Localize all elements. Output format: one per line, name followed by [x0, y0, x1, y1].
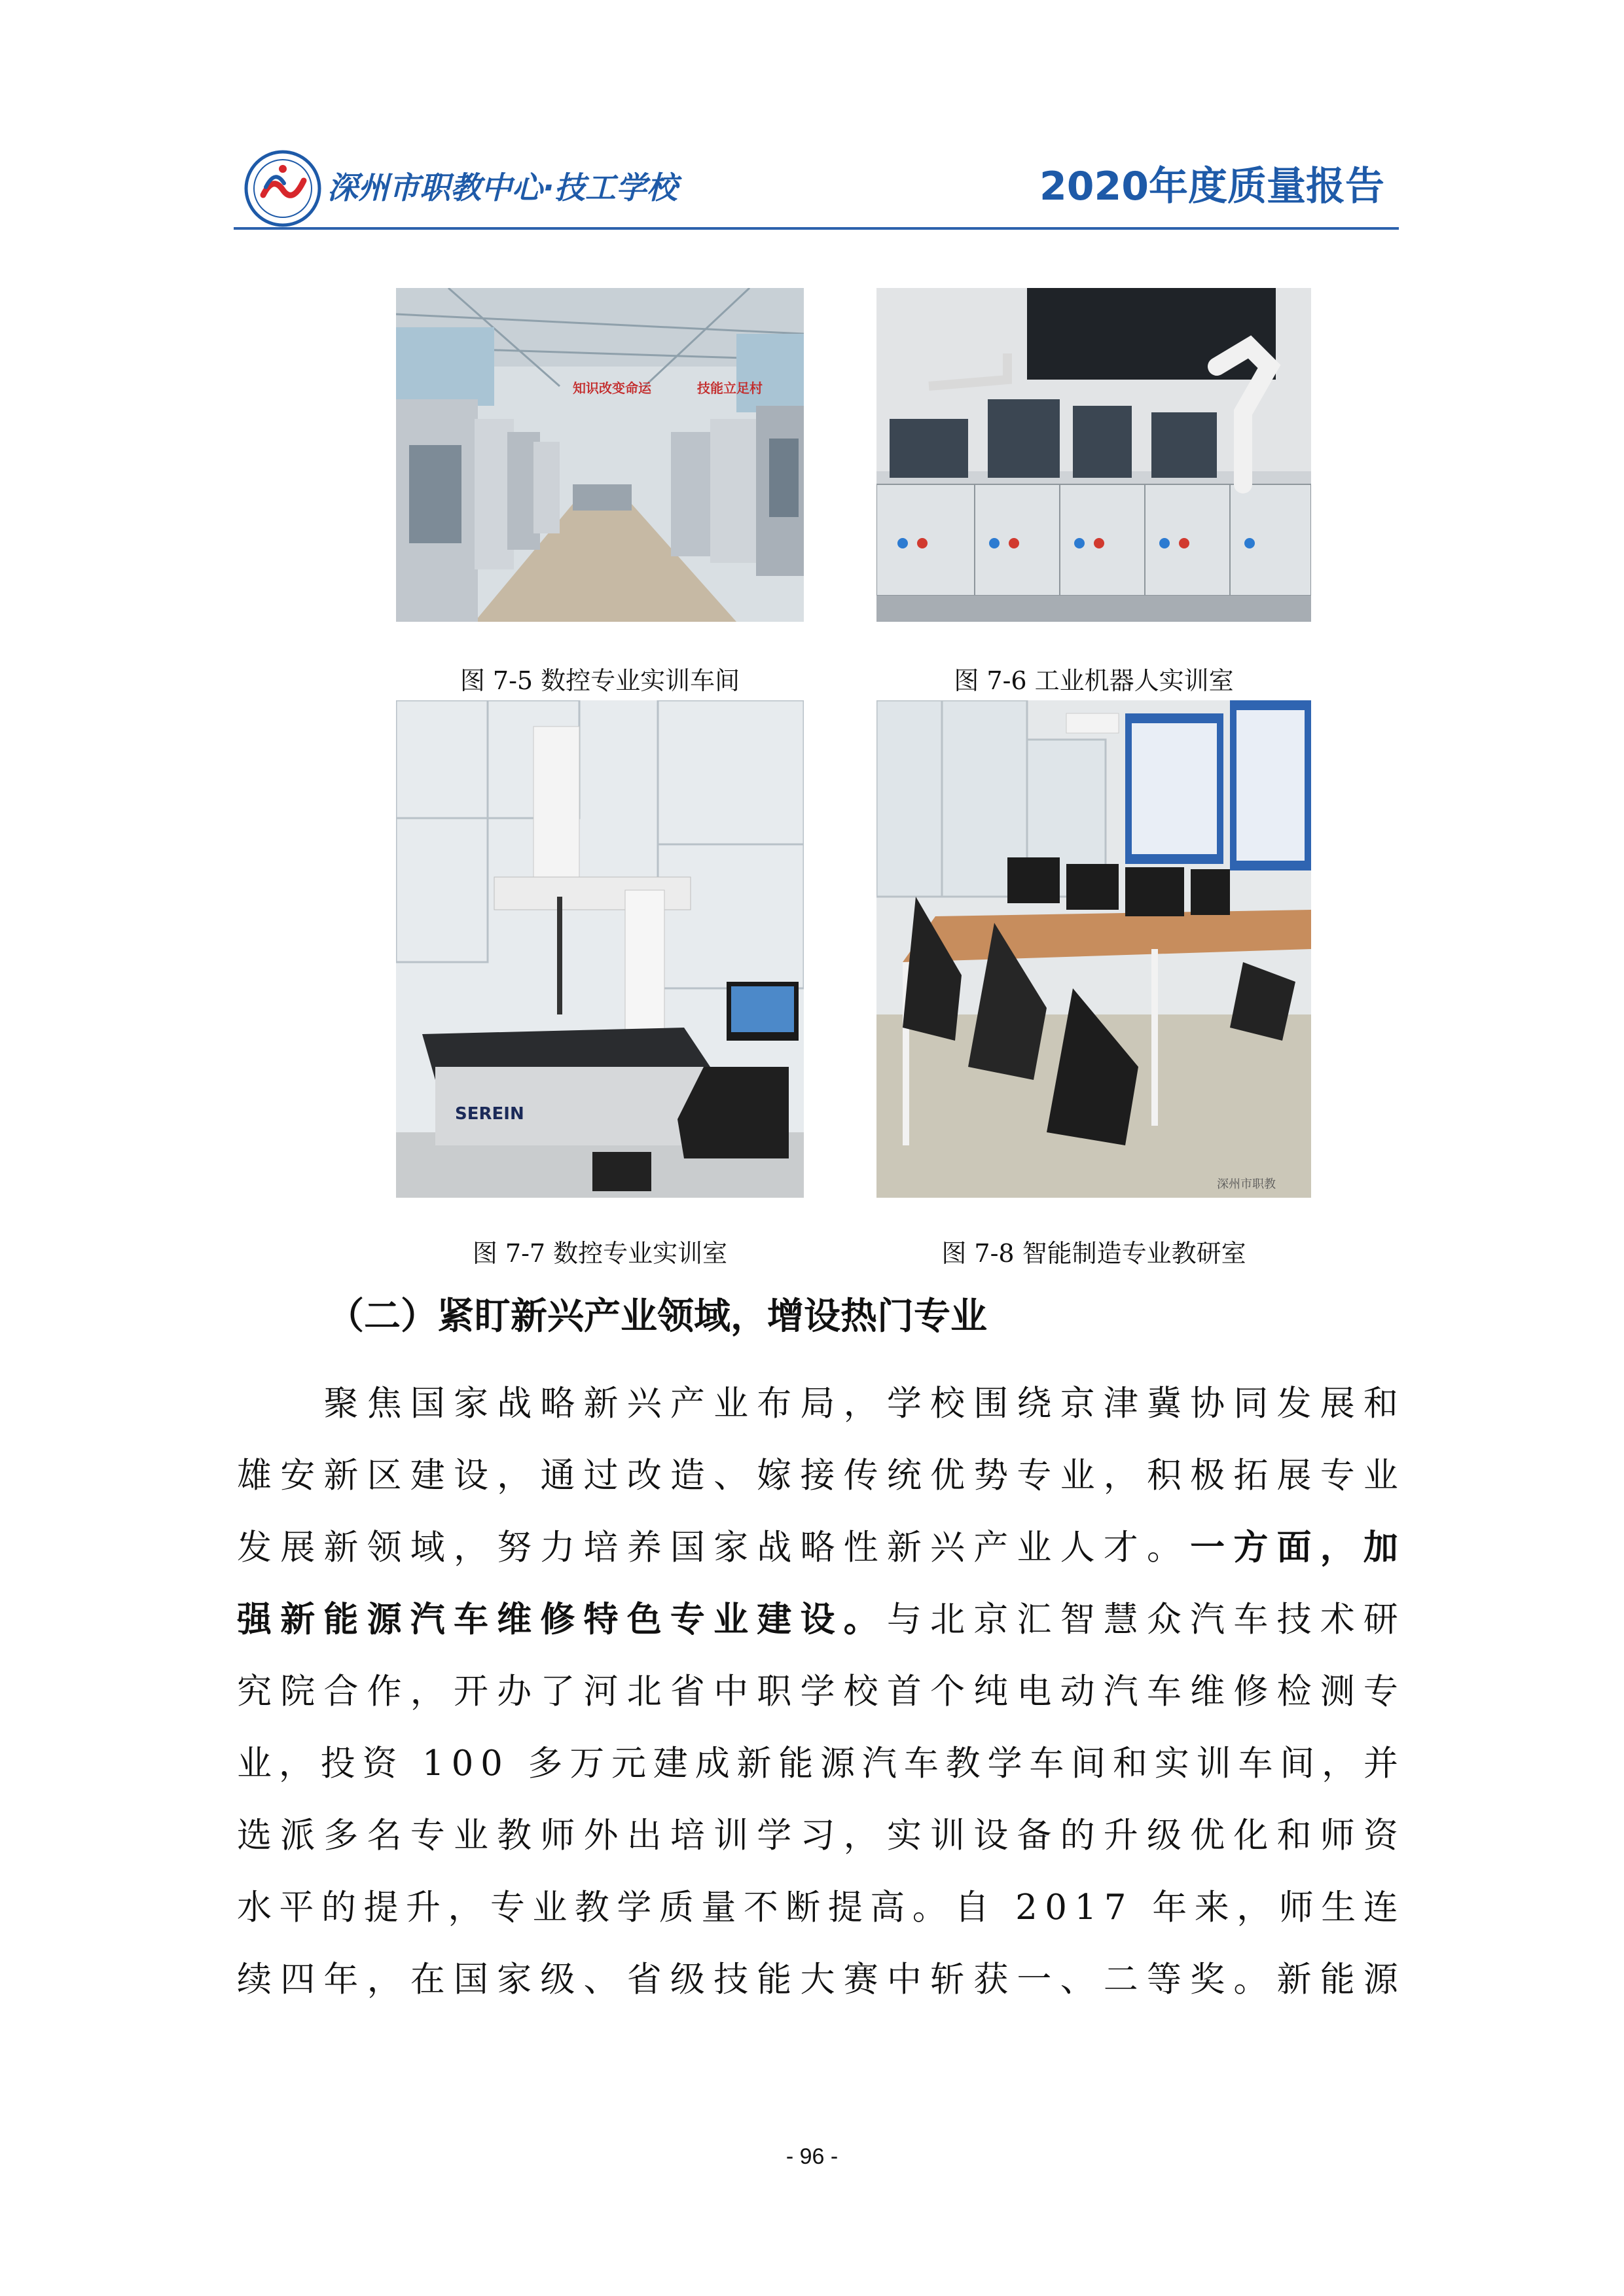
body-char: 设 [973, 1816, 1009, 1856]
body-char: 学 [987, 1744, 1022, 1784]
body-char: 过 [583, 1456, 619, 1496]
body-char: 区 [367, 1456, 402, 1496]
body-char: 研 [1363, 1600, 1398, 1640]
body-char: 。 [1146, 1528, 1182, 1568]
body-char: 京 [1060, 1384, 1095, 1424]
body-char: 维 [1190, 1672, 1225, 1712]
body-char: 车 [903, 1744, 939, 1784]
body-char: 学 [800, 1672, 835, 1712]
body-char: 1 [422, 1744, 444, 1784]
watermark-text: 深州市职教 [1217, 1177, 1276, 1191]
body-char: 术 [1320, 1600, 1355, 1640]
body-char: 力 [540, 1528, 575, 1568]
body-char: 产 [973, 1528, 1009, 1568]
body-char: 家 [453, 1384, 488, 1424]
body-char: 派 [280, 1816, 316, 1856]
body-char: 才 [1103, 1528, 1138, 1568]
body-char: 能 [323, 1600, 359, 1640]
body-char: 家 [497, 1960, 532, 2000]
body-char [280, 1368, 315, 1440]
body-char: ， [1236, 1888, 1272, 1928]
body-char: 专 [1320, 1456, 1355, 1496]
section-heading: （二）紧盯新兴产业领域，增设热门专业 [327, 1295, 987, 1338]
body-char: 设 [800, 1600, 835, 1640]
body-char: 等 [1146, 1960, 1182, 2000]
body-char: 自 [954, 1888, 990, 1928]
body-char: 新 [323, 1456, 359, 1496]
body-char: 教 [945, 1744, 981, 1784]
body-char: ， [497, 1456, 532, 1496]
body-char: 习 [800, 1816, 835, 1856]
body-line [237, 1872, 1398, 1944]
body-char: 业 [713, 1384, 749, 1424]
body-char: 获 [973, 1960, 1009, 2000]
body-char: 四 [280, 1960, 316, 2000]
body-char: 一 [1190, 1528, 1225, 1568]
body-char: 专 [1363, 1672, 1398, 1712]
body-char: 特 [583, 1600, 619, 1640]
body-char: 汽 [410, 1600, 445, 1640]
body-char: 性 [843, 1528, 878, 1568]
body-char: 优 [1190, 1816, 1225, 1856]
body-char: 能 [1320, 1960, 1355, 2000]
body-char: 0 [1045, 1888, 1068, 1928]
body-char: 车 [453, 1600, 488, 1640]
body-char: 源 [1363, 1960, 1398, 2000]
body-char: 作 [367, 1672, 402, 1712]
body-char: 一 [1017, 1960, 1052, 2000]
body-char: 实 [1154, 1744, 1189, 1784]
body-char: 嫁 [757, 1456, 792, 1496]
body-char: 新 [323, 1528, 359, 1568]
body-char: 绕 [1017, 1384, 1052, 1424]
machine-brand: SEREIN [455, 1104, 524, 1124]
body-char: 设 [453, 1456, 488, 1496]
body-char: ， [843, 1384, 878, 1424]
body-char: 名 [367, 1816, 402, 1856]
body-char: 加 [1363, 1528, 1398, 1568]
body-char: 业 [1017, 1528, 1052, 1568]
body-char: 斩 [930, 1960, 965, 2000]
body-line [237, 1800, 1398, 1872]
body-char: 建 [410, 1456, 445, 1496]
body-char: 生 [1321, 1888, 1356, 1928]
body-char: 训 [713, 1816, 749, 1856]
body-char: 极 [1190, 1456, 1225, 1496]
body-char: 势 [973, 1456, 1009, 1496]
body-char: 级 [670, 1960, 705, 2000]
body-char: 新 [1276, 1960, 1312, 2000]
body-char: ， [278, 1744, 314, 1784]
body-char: 专 [670, 1600, 705, 1640]
body-char: 大 [800, 1960, 835, 2000]
body-char: 。 [843, 1600, 878, 1640]
body-char: 新 [583, 1384, 619, 1424]
body-char: 间 [1071, 1744, 1106, 1784]
body-char: 人 [1060, 1528, 1095, 1568]
body-char: ， [1320, 1528, 1355, 1568]
body-line [237, 1368, 1398, 1440]
body-char: 通 [540, 1456, 575, 1496]
body-char: 师 [1278, 1888, 1314, 1928]
body-char: 同 [1233, 1384, 1269, 1424]
body-char: 资 [1363, 1816, 1398, 1856]
body-char: 修 [540, 1600, 575, 1640]
body-char: 断 [785, 1888, 821, 1928]
page-number: - 96 - [785, 2144, 839, 2169]
body-char: 电 [1017, 1672, 1052, 1712]
body-char: 和 [1363, 1384, 1398, 1424]
body-char: 局 [800, 1384, 835, 1424]
body-char: 、 [713, 1456, 749, 1496]
body-char: 业 [1060, 1456, 1095, 1496]
body-char: 专 [490, 1888, 525, 1928]
body-char: 业 [532, 1888, 568, 1928]
body-char: 成 [695, 1744, 730, 1784]
body-char: 提 [363, 1888, 399, 1928]
body-char: 北 [930, 1600, 965, 1640]
body-char: ， [1103, 1456, 1138, 1496]
body-char: 连 [1363, 1888, 1398, 1928]
body-char: 级 [540, 1960, 575, 2000]
body-char: 的 [1060, 1816, 1095, 1856]
body-char: 办 [497, 1672, 532, 1712]
figure-caption: 图 7-5 数控专业实训车间 [460, 666, 740, 695]
body-char: 围 [973, 1384, 1009, 1424]
body-line [237, 1944, 1398, 2016]
body-char: 测 [1320, 1672, 1355, 1712]
body-char: 国 [410, 1384, 445, 1424]
body-char: 和 [1112, 1744, 1147, 1784]
body-char: 业 [713, 1600, 749, 1640]
body-char: 建 [653, 1744, 688, 1784]
body-char: 汽 [862, 1744, 897, 1784]
body-char: 升 [1103, 1816, 1138, 1856]
body-char [237, 1368, 272, 1440]
body-char: 检 [1276, 1672, 1312, 1712]
body-char: 了 [540, 1672, 575, 1712]
body-char: 个 [930, 1672, 965, 1712]
body-char: 校 [843, 1672, 878, 1712]
body-char: 升 [405, 1888, 441, 1928]
body-char: 学 [757, 1816, 792, 1856]
body-char: 强 [237, 1600, 272, 1640]
body-char: 中 [886, 1960, 922, 2000]
body-char [510, 1728, 521, 1800]
body-char: 开 [453, 1672, 488, 1712]
banner-left: 知识改变命运 [573, 380, 651, 396]
body-char: 建 [757, 1600, 792, 1640]
body-char: 布 [757, 1384, 792, 1424]
body-char: 略 [540, 1384, 575, 1424]
body-char: 技 [713, 1960, 749, 2000]
body-char: 京 [973, 1600, 1009, 1640]
body-char: 提 [827, 1888, 863, 1928]
body-char: 车 [1233, 1600, 1269, 1640]
figure-caption: 图 7-7 数控专业实训室 [472, 1239, 728, 1268]
body-char: 略 [800, 1528, 835, 1568]
body-char: 1 [1074, 1888, 1097, 1928]
body-char: 传 [843, 1456, 878, 1496]
body-char: 统 [886, 1456, 922, 1496]
body-char: 师 [1320, 1816, 1355, 1856]
body-char: 万 [569, 1744, 605, 1784]
body-char: ， [367, 1960, 402, 2000]
body-char: 间 [1280, 1744, 1315, 1784]
body-char: 优 [930, 1456, 965, 1496]
body-char: 0 [480, 1744, 503, 1784]
school-logo [244, 149, 322, 228]
body-char: 技 [1276, 1600, 1312, 1640]
body-char: 动 [1060, 1672, 1095, 1712]
body-line [237, 1512, 1398, 1584]
body-char: 新 [736, 1744, 772, 1784]
body-char: 资 [362, 1744, 397, 1784]
body-char: 首 [886, 1672, 922, 1712]
body-char: 、 [1060, 1960, 1095, 2000]
body-char: 汽 [1190, 1600, 1225, 1640]
body-char: 新 [280, 1600, 316, 1640]
body-char: 培 [670, 1816, 705, 1856]
body-char: 职 [757, 1672, 792, 1712]
body-char: 水 [237, 1888, 272, 1928]
body-char: 7 [1104, 1888, 1127, 1928]
body-char: 和 [1276, 1816, 1312, 1856]
body-char: 聚 [323, 1384, 359, 1424]
body-char: 车 [1238, 1744, 1273, 1784]
body-char: 接 [800, 1456, 835, 1496]
body-char: 兴 [626, 1384, 662, 1424]
body-char: ， [448, 1888, 483, 1928]
body-char: 与 [886, 1600, 922, 1640]
body-char: 投 [320, 1744, 355, 1784]
photo-cnc-workshop [396, 288, 804, 622]
body-char: 津 [1103, 1384, 1138, 1424]
body-char: 专 [410, 1816, 445, 1856]
body-char: 国 [670, 1528, 705, 1568]
body-char: 色 [626, 1600, 662, 1640]
body-char: 新 [886, 1528, 922, 1568]
body-char: 备 [1017, 1816, 1052, 1856]
body-char: 发 [237, 1528, 272, 1568]
body-char: 战 [497, 1384, 532, 1424]
body-char: 拓 [1233, 1456, 1269, 1496]
body-char: 面 [1276, 1528, 1312, 1568]
body-char: 努 [497, 1528, 532, 1568]
body-char: 智 [1060, 1600, 1095, 1640]
body-char: 并 [1363, 1744, 1398, 1784]
photo-smart-manufacturing-office [876, 700, 1311, 1198]
body-char: 0 [451, 1744, 474, 1784]
body-char: 方 [1233, 1528, 1269, 1568]
body-char: 领 [367, 1528, 402, 1568]
body-char: 赛 [843, 1960, 878, 2000]
body-char [1134, 1872, 1145, 1944]
body-char: 慧 [1103, 1600, 1138, 1640]
body-char: 改 [626, 1456, 662, 1496]
body-char: 元 [611, 1744, 647, 1784]
body-char: 年 [1152, 1888, 1187, 1928]
body-char [997, 1872, 1008, 1944]
school-name: 深州市职教中心·技工学校 [327, 170, 677, 206]
figure-caption: 图 7-8 智能制造专业教研室 [941, 1239, 1246, 1268]
body-char: 教 [574, 1888, 609, 1928]
body-char: 纯 [973, 1672, 1009, 1712]
body-char: 河 [583, 1672, 619, 1712]
body-char: 多 [528, 1744, 563, 1784]
body-char: 北 [626, 1672, 662, 1712]
body-char: 战 [757, 1528, 792, 1568]
body-char: 源 [367, 1600, 402, 1640]
banner-right: 技能立足村 [697, 380, 763, 396]
body-char: 实 [886, 1816, 922, 1856]
body-char: 的 [321, 1888, 356, 1928]
body-line [237, 1656, 1398, 1728]
body-char: 校 [930, 1384, 965, 1424]
body-char: 省 [626, 1960, 662, 2000]
photo-robot-lab [876, 288, 1311, 622]
body-char: 究 [237, 1672, 272, 1712]
body-char: 出 [626, 1816, 662, 1856]
body-char: 冀 [1146, 1384, 1182, 1424]
body-char: 展 [1320, 1384, 1355, 1424]
photo-cmm-lab [396, 700, 804, 1198]
body-char: 2 [1015, 1888, 1038, 1928]
body-char: ， [453, 1528, 488, 1568]
body-char: 焦 [367, 1384, 402, 1424]
body-char: 质 [659, 1888, 694, 1928]
body-char: 来 [1194, 1888, 1229, 1928]
body-char: 兴 [930, 1528, 965, 1568]
body-char: 展 [1276, 1456, 1312, 1496]
figure-caption: 图 7-6 工业机器人实训室 [954, 666, 1234, 695]
body-char: 养 [626, 1528, 662, 1568]
body-char: 业 [453, 1816, 488, 1856]
body-char: 奖 [1190, 1960, 1225, 2000]
body-char: 车 [1146, 1672, 1182, 1712]
body-char: 域 [410, 1528, 445, 1568]
body-char: ， [843, 1816, 878, 1856]
body-char: 外 [583, 1816, 619, 1856]
body-char: 专 [1017, 1456, 1052, 1496]
body-char: 学 [886, 1384, 922, 1424]
body-char: 家 [713, 1528, 749, 1568]
body-line [237, 1728, 1398, 1800]
body-char: 汽 [1103, 1672, 1138, 1712]
body-char: 、 [583, 1960, 619, 2000]
body-char: 级 [1146, 1816, 1182, 1856]
body-char: 训 [1196, 1744, 1231, 1784]
body-char: 续 [237, 1960, 272, 2000]
body-char: 省 [670, 1672, 705, 1712]
body-char: 化 [1233, 1816, 1269, 1856]
body-char: 发 [1276, 1384, 1312, 1424]
body-char [404, 1728, 415, 1800]
body-char: 雄 [237, 1456, 272, 1496]
body-char: 选 [237, 1816, 272, 1856]
body-char: 高 [870, 1888, 905, 1928]
body-char: 量 [701, 1888, 736, 1928]
body-char: 积 [1146, 1456, 1182, 1496]
body-char: 能 [778, 1744, 814, 1784]
body-char: ， [410, 1672, 445, 1712]
body-line [237, 1584, 1398, 1656]
body-line [237, 1440, 1398, 1512]
body-char: 平 [279, 1888, 314, 1928]
body-char: 汇 [1017, 1600, 1052, 1640]
body-char: 二 [1103, 1960, 1138, 2000]
body-char: 教 [497, 1816, 532, 1856]
body-char: 合 [323, 1672, 359, 1712]
body-char: 修 [1233, 1672, 1269, 1712]
body-char: 。 [1233, 1960, 1269, 2000]
body-char: 产 [670, 1384, 705, 1424]
body-char: 。 [912, 1888, 947, 1928]
body-char: 协 [1190, 1384, 1225, 1424]
body-char: 能 [757, 1960, 792, 2000]
body-char: 国 [453, 1960, 488, 2000]
body-char: 培 [583, 1528, 619, 1568]
body-char: 业 [1363, 1456, 1398, 1496]
body-char: 在 [410, 1960, 445, 2000]
body-char: 院 [280, 1672, 316, 1712]
body-char: 不 [743, 1888, 778, 1928]
body-char: 造 [670, 1456, 705, 1496]
body-char: 维 [497, 1600, 532, 1640]
body-char: 训 [930, 1816, 965, 1856]
body-char: 年 [323, 1960, 359, 2000]
body-char: 车 [1029, 1744, 1064, 1784]
body-char: 源 [820, 1744, 856, 1784]
body-char: 师 [540, 1816, 575, 1856]
body-char: 多 [323, 1816, 359, 1856]
body-char: 众 [1146, 1600, 1182, 1640]
body-char: 安 [280, 1456, 316, 1496]
body-char: 展 [280, 1528, 316, 1568]
body-char: 中 [713, 1672, 749, 1712]
body-char: 学 [617, 1888, 652, 1928]
body-char: ， [1322, 1744, 1357, 1784]
body-char: 业 [237, 1744, 272, 1784]
report-title: 2020年度质量报告 [1039, 164, 1384, 209]
header-divider [234, 227, 1399, 230]
